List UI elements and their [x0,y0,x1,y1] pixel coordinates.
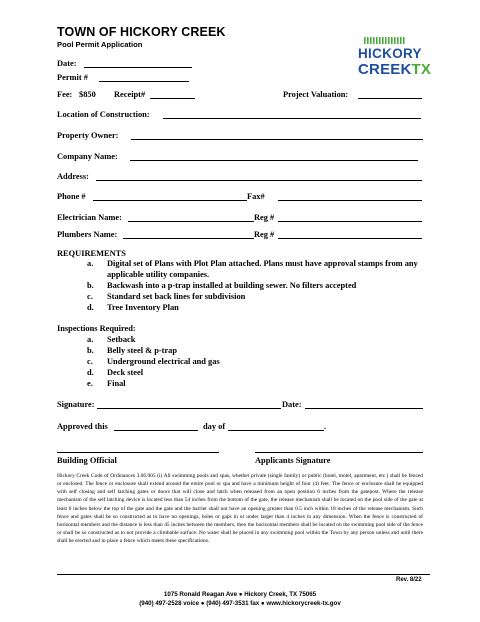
property-owner-label: Property Owner: [57,131,119,140]
phone-label: Phone # [57,192,86,201]
location-field[interactable] [163,118,421,119]
approved-month-field[interactable] [228,430,324,431]
building-official-label: Building Official [57,456,117,465]
applicant-signature-label: Applicants Signature [255,456,331,465]
fax-field[interactable] [278,200,422,201]
permit-label: Permit # [57,73,88,82]
list-item: c. Underground electrical and gas [87,357,220,366]
approved-period: . [324,422,327,431]
page-title: TOWN OF HICKORY CREEK [57,25,226,39]
plumbers-label: Plumbers Name: [57,230,118,239]
company-name-field[interactable] [130,160,418,161]
signature-date-label: Date: [282,400,302,409]
address-field[interactable] [96,180,422,181]
signature-date-field[interactable] [305,408,423,409]
revision-label: Rev. 8/22 [396,577,422,583]
address-label: Address: [57,172,89,181]
location-label: Location of Construction: [57,110,150,119]
code-of-ordinances-text: Hickory Creek Code of Ordinances 3.06.005 (i) All swimming pools and spas, whether private (single family) or public (hotel, motel, apartment, etc.) shall be fenced or enclosed. The fence or enclosure shall extend around the entire pool or spa and have a minimum height of four (4) feet. The fence or enclosure shall be equipped with self closing and self latching gates or doors that will close and latch when released from an open position 6 inches from the gatepost. Where the release mechanism of the self latching device is located less than 54 inches from the bottom of the gate, the release mechanism shall be located on the pool side of the gate at least 6 inches below the top of the gate and the gate and the barrier shall not have an opening greater than 0.5 inch within 18 inches of the release mechanism. Such fence and gates shall be so constructed as to have no openings, holes or gaps in or under larger than 4 inches in any dimension. When the fence is constructed of horizontal members and the distance is less than 45 inches between the members, then the horizontal members shall be located on the swimming pool side of the fence or shall be so constructed as to not provide a climbable surface. No water shall be placed in any swimming pool within the Town by any person unless and until there shall be erected and in place a fence which meets these specifications. [57,473,423,545]
property-owner-field[interactable] [131,139,423,140]
electrician-field[interactable] [128,221,254,222]
signature-label: Signature: [57,400,95,409]
signature-field[interactable] [97,408,281,409]
plumbers-reg-label: Reg # [254,230,275,239]
applicant-signature-line[interactable] [255,452,423,453]
page-subtitle: Pool Permit Application [57,40,143,49]
electrician-label: Electrician Name: [57,213,122,222]
date-label: Date: [57,59,77,68]
footer-contact: (940) 497-2528 voice ● (940) 497-3531 fax ● www.hickorycreek-tx.gov [139,600,341,607]
footer-divider [57,574,430,575]
list-item: d. Deck steel [87,368,144,377]
day-of-label: day of [203,422,226,431]
receipt-label: Receipt# [114,90,146,99]
list-item: e. Final [87,379,126,388]
list-item: b. Belly steel & p-trap [87,346,178,355]
list-item: a. Setback [87,335,136,344]
fax-label: Fax# [247,192,265,201]
electrician-reg-field[interactable] [278,221,422,222]
date-field[interactable] [84,67,192,68]
electrician-reg-label: Reg # [254,213,275,222]
fee-label: Fee: [57,90,73,99]
company-name-label: Company Name: [57,152,118,161]
project-valuation-label: Project Valuation: [283,90,349,99]
phone-field[interactable] [93,200,247,201]
plumbers-reg-field[interactable] [278,238,422,239]
list-item: c. Standard set back lines for subdivision [87,292,246,301]
footer-address: 1075 Ronald Reagan Ave ● Hickory Creek, TX 75065 [163,591,317,598]
receipt-field[interactable] [150,98,195,99]
permit-field[interactable] [99,81,189,82]
approved-label: Approved this [57,422,108,431]
list-item: d. Tree Inventory Plan [87,303,179,312]
fee-value: $850 [79,90,96,99]
list-item: b. Backwash into a p-trap installed at building sewer. No filters accepted [87,281,357,290]
building-official-signature-line[interactable] [57,452,219,453]
plumbers-field[interactable] [123,238,254,239]
approved-day-field[interactable] [114,430,198,431]
logo-text-hickory: HICKORY [358,46,422,61]
inspections-heading: Inspections Required: [57,324,136,333]
project-valuation-field[interactable] [358,98,422,99]
requirements-heading: REQUIREMENTS [57,249,126,258]
list-item: a. Digital set of Plans with Plot Plan attached. Plans must have approval stamps from any applicable utility companies. [87,259,418,279]
logo-text-creek: CREEKTX [358,61,432,78]
